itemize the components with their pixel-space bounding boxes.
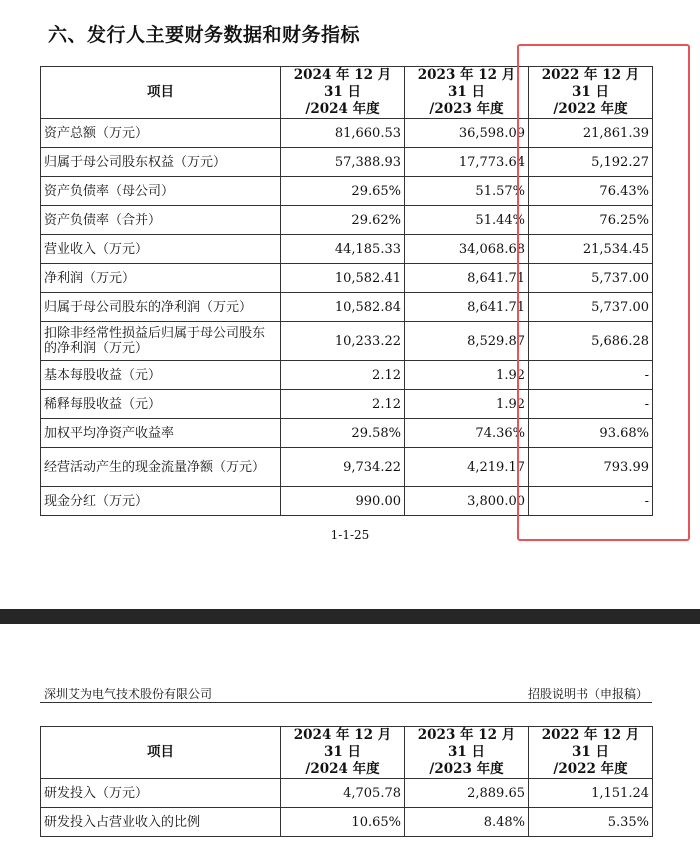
row-label: 资产负债率（合并） xyxy=(41,206,281,235)
row-label: 营业收入（万元） xyxy=(41,235,281,264)
value-2024: 44,185.33 xyxy=(281,235,405,264)
value-2024: 10.65% xyxy=(281,808,405,837)
row-label: 归属于母公司股东权益（万元） xyxy=(41,148,281,177)
section-title: 六、发行人主要财务数据和财务指标 xyxy=(48,24,361,46)
value-2024: 57,388.93 xyxy=(281,148,405,177)
value-2024: 29.65% xyxy=(281,177,405,206)
value-2024: 29.62% xyxy=(281,206,405,235)
header-item: 项目 xyxy=(41,67,281,119)
value-2023: 51.44% xyxy=(405,206,529,235)
value-2023: 3,800.00 xyxy=(405,487,529,516)
company-name: 深圳艾为电气技术股份有限公司 xyxy=(44,687,213,701)
row-label: 资产总额（万元） xyxy=(41,119,281,148)
value-2022: - xyxy=(529,361,653,390)
value-2023: 17,773.64 xyxy=(405,148,529,177)
page-number: 1-1-25 xyxy=(330,528,370,542)
header-2022: 2022 年 12 月 31 日 /2022 年度 xyxy=(529,727,653,779)
row-label: 加权平均净资产收益率 xyxy=(41,419,281,448)
row-label: 研发投入占营业收入的比例 xyxy=(41,808,281,837)
value-2023: 36,598.09 xyxy=(405,119,529,148)
value-2024: 2.12 xyxy=(281,390,405,419)
table-row xyxy=(41,808,653,837)
value-2022: 5.35% xyxy=(529,808,653,837)
header-2023: 2023 年 12 月 31 日 /2023 年度 xyxy=(405,67,529,119)
header-2022: 2022 年 12 月 31 日 /2022 年度 xyxy=(529,67,653,119)
value-2024: 29.58% xyxy=(281,419,405,448)
header-item: 项目 xyxy=(41,727,281,779)
value-2024: 10,233.22 xyxy=(281,322,405,361)
value-2023: 4,219.17 xyxy=(405,448,529,487)
value-2023: 2,889.65 xyxy=(405,779,529,808)
value-2022: - xyxy=(529,487,653,516)
value-2024: 10,582.84 xyxy=(281,293,405,322)
value-2022: 21,861.39 xyxy=(529,119,653,148)
row-label: 经营活动产生的现金流量净额（万元） xyxy=(41,448,281,487)
header-2023: 2023 年 12 月 31 日 /2023 年度 xyxy=(405,727,529,779)
row-label: 资产负债率（母公司） xyxy=(41,177,281,206)
row-label: 基本每股收益（元） xyxy=(41,361,281,390)
header-2024: 2024 年 12 月 31 日 /2024 年度 xyxy=(281,67,405,119)
value-2023: 8,529.87 xyxy=(405,322,529,361)
highlight-box-2022-column xyxy=(517,44,690,541)
value-2022: 5,737.00 xyxy=(529,293,653,322)
value-2022: 5,737.00 xyxy=(529,264,653,293)
value-2023: 74.36% xyxy=(405,419,529,448)
value-2023: 1.92 xyxy=(405,390,529,419)
value-2024: 4,705.78 xyxy=(281,779,405,808)
value-2024: 81,660.53 xyxy=(281,119,405,148)
row-label: 扣除非经常性损益后归属于母公司股东的净利润（万元） xyxy=(41,322,281,361)
page-separator xyxy=(0,609,700,624)
value-2023: 8.48% xyxy=(405,808,529,837)
table-header-row xyxy=(41,727,653,779)
value-2023: 34,068.68 xyxy=(405,235,529,264)
value-2022: 76.25% xyxy=(529,206,653,235)
row-label: 归属于母公司股东的净利润（万元） xyxy=(41,293,281,322)
value-2023: 1.92 xyxy=(405,361,529,390)
row-label: 稀释每股收益（元） xyxy=(41,390,281,419)
row-label: 净利润（万元） xyxy=(41,264,281,293)
value-2022: 793.99 xyxy=(529,448,653,487)
document-title: 招股说明书（申报稿） xyxy=(527,687,648,701)
header-2024: 2024 年 12 月 31 日 /2024 年度 xyxy=(281,727,405,779)
row-label: 研发投入（万元） xyxy=(41,779,281,808)
value-2022: 1,151.24 xyxy=(529,779,653,808)
value-2022: 76.43% xyxy=(529,177,653,206)
value-2022: 5,192.27 xyxy=(529,148,653,177)
value-2022: 21,534.45 xyxy=(529,235,653,264)
value-2023: 8,641.71 xyxy=(405,264,529,293)
rd-investment-table xyxy=(40,726,653,837)
value-2022: 5,686.28 xyxy=(529,322,653,361)
value-2024: 9,734.22 xyxy=(281,448,405,487)
running-header xyxy=(40,684,652,703)
value-2024: 10,582.41 xyxy=(281,264,405,293)
table-row xyxy=(41,779,653,808)
value-2024: 990.00 xyxy=(281,487,405,516)
value-2022: 93.68% xyxy=(529,419,653,448)
value-2023: 8,641.71 xyxy=(405,293,529,322)
value-2024: 2.12 xyxy=(281,361,405,390)
value-2022: - xyxy=(529,390,653,419)
value-2023: 51.57% xyxy=(405,177,529,206)
row-label: 现金分红（万元） xyxy=(41,487,281,516)
